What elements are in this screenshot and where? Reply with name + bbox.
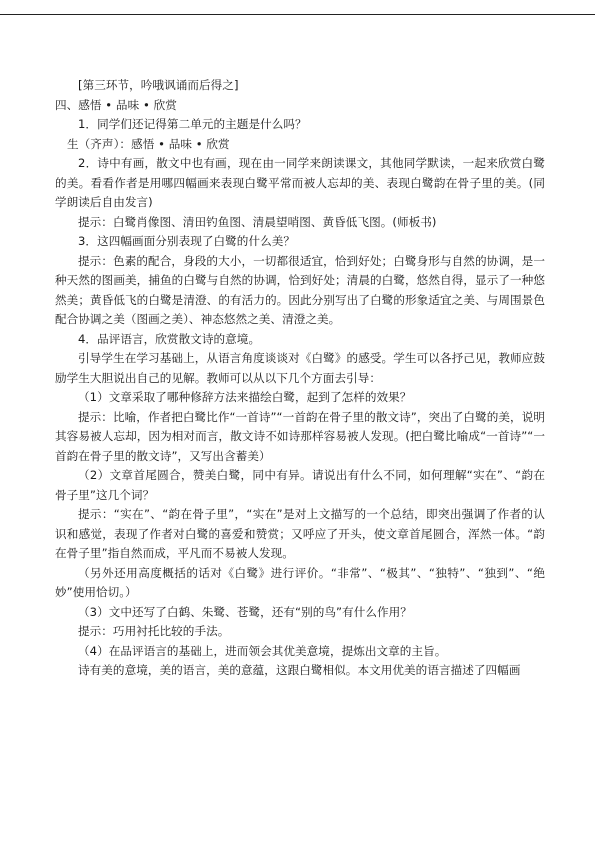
hint-2: 提示：白鹭肖像图、清田钓鱼图、清晨望哨图、黄昏低飞图。(师板书) <box>78 214 437 229</box>
closing-paragraph: 诗有美的意境，美的语言，美的意蕴，这跟白鹭相似。本文用优美的语言描述了四幅画 <box>78 663 521 677</box>
sub-question-1: （1）文章采取了哪种修辞方法来描绘白鹭，起到了怎样的效果？ <box>78 390 412 404</box>
question-1: 1．同学们还记得第二单元的主题是什么吗？ <box>78 117 307 131</box>
sub-question-2: （2）文章首尾圆合，赞美白鹭，同中有异。请说出有什么不同，如何理解“实在”、“韵在骨子里”这几个词？ <box>55 468 545 502</box>
question-2: 2．诗中有画，散文中也有画，现在由一同学来朗读课文，其他同学默读，一起来欣赏白鹭的美。看看作者是用哪四幅画来表现白鹭平常而被人忘却的美、表现白鹭韵在骨子里的美。(同学朗读后自由发言) <box>55 156 545 209</box>
section-heading: 四、感悟 • 品味 • 欣赏 <box>55 97 177 112</box>
sub-question-3: （3）文中还写了白鹤、朱鹭、苍鹭，还有“别的鸟”有什么作用？ <box>78 604 412 619</box>
sub-question-4: （4）在品评语言的基础上，进而领会其优美意境，提炼出文章的主旨。 <box>78 643 447 658</box>
header-rule <box>0 14 595 15</box>
sub-hint-1: 提示：比喻，作者把白鹭比作“一首诗”“一首韵在骨子里的散文诗”，突出了白鹭的美，说明其容易被人忘却，因为相对而言，散文诗不如诗那样容易被人发现。(把白鹭比喻成“一首诗”“一首韵在骨子里的散文诗”，又写出含蓄美） <box>55 409 545 463</box>
document-body <box>55 76 545 681</box>
section-note: [第三环节，吟哦讽诵而后得之] <box>78 78 239 92</box>
answer-1: 生（齐声）：感悟 • 品味 • 欣赏 <box>67 136 230 151</box>
sub-note-2: （另外还用高度概括的话对《白鹭》进行评价。“非常”、“极其”、“独特”、“独到”、“绝妙”使用恰切。） <box>55 565 545 599</box>
guide-paragraph: 引导学生在学习基础上，从语言角度谈谈对《白鹭》的感受。学生可以各抒己见，教师应鼓励学生大胆说出自己的见解。教师可以从以下几个方面去引导： <box>55 351 545 385</box>
sub-hint-3: 提示：巧用衬托比较的手法。 <box>78 624 230 638</box>
hint-3: 提示：色素的配合，身段的大小，一切都很适宜，恰到好处；白鹭身形与自然的协调，是一种天然的图画美，捕鱼的白鹭与自然的协调，恰到好处；清晨的白鹭，悠然自得，显示了一种悠然美；黄昏低飞的白鹭是清澄、的有活力的。因此分别写出了白鹭的形象适宜之美、与周围景色配合协调之美（图画之美）、神态悠然之美、清澄之美。 <box>55 253 545 326</box>
question-3: 3．这四幅画面分别表现了白鹭的什么美？ <box>78 234 296 248</box>
sub-hint-2: 提示：“实在”、“韵在骨子里”，“实在”是对上文描写的一个总结，即突出强调了作者的认识和感觉，表现了作者对白鹭的喜爱和赞赏；又呼应了开头，使文章首尾圆合，浑然一体。“韵在骨子里”指自然而成，平凡而不易被人发现。 <box>55 507 545 560</box>
question-4: 4．品评语言，欣赏散文诗的意境。 <box>78 331 261 346</box>
